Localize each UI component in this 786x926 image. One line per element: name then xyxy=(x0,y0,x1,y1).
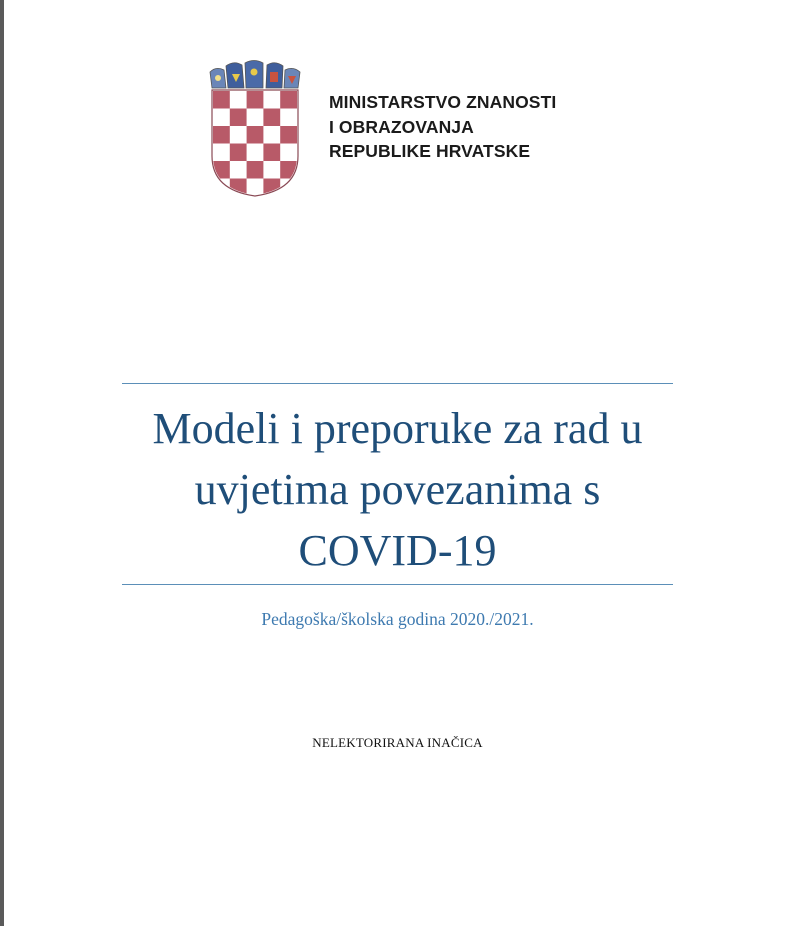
ministry-name xyxy=(329,90,556,164)
checker-square xyxy=(263,126,280,144)
croatian-coat-of-arms-icon xyxy=(206,58,304,198)
title-line-1: Modeli i preporuke za rad u xyxy=(152,404,643,453)
checker-square xyxy=(263,144,280,162)
crown-shields xyxy=(210,61,300,89)
ministry-logo-block xyxy=(200,52,600,200)
checker-square xyxy=(213,144,230,162)
checker-square xyxy=(280,144,297,162)
checker-square xyxy=(263,161,280,179)
document-title xyxy=(110,398,685,581)
checker-square xyxy=(247,144,264,162)
page-left-edge xyxy=(0,0,4,926)
title-rule-bottom xyxy=(122,584,673,585)
checker-square xyxy=(247,91,264,109)
checker-square xyxy=(213,161,230,179)
unedited-version-note: NELEKTORIRANA INAČICA xyxy=(312,735,483,750)
ministry-line-1: MINISTARSTVO ZNANOSTI xyxy=(329,92,557,112)
checker-square xyxy=(263,91,280,109)
ministry-line-2: I OBRAZOVANJA xyxy=(329,116,474,137)
checker-square xyxy=(247,109,264,127)
checker-square xyxy=(213,91,230,109)
checker-square xyxy=(280,109,297,127)
checker-square xyxy=(230,126,247,144)
checker-square xyxy=(247,179,264,197)
checker-square xyxy=(247,161,264,179)
checker-square xyxy=(230,161,247,179)
checker-square xyxy=(230,144,247,162)
checker-square xyxy=(230,109,247,127)
school-year-subtitle: Pedagoška/školska godina 2020./2021. xyxy=(261,609,534,629)
checker-square xyxy=(280,126,297,144)
checker-square xyxy=(213,126,230,144)
title-rule-top xyxy=(122,383,673,384)
title-line-2: uvjetima povezanima s xyxy=(194,465,601,514)
ministry-line-3: REPUBLIKE HRVATSKE xyxy=(329,141,531,161)
checker-square xyxy=(213,109,230,127)
checker-square xyxy=(280,91,297,109)
title-line-3: COVID-19 xyxy=(298,526,497,575)
shield-checkerboard xyxy=(213,91,297,196)
checker-square xyxy=(230,91,247,109)
checker-square xyxy=(263,109,280,127)
checker-square xyxy=(247,126,264,144)
